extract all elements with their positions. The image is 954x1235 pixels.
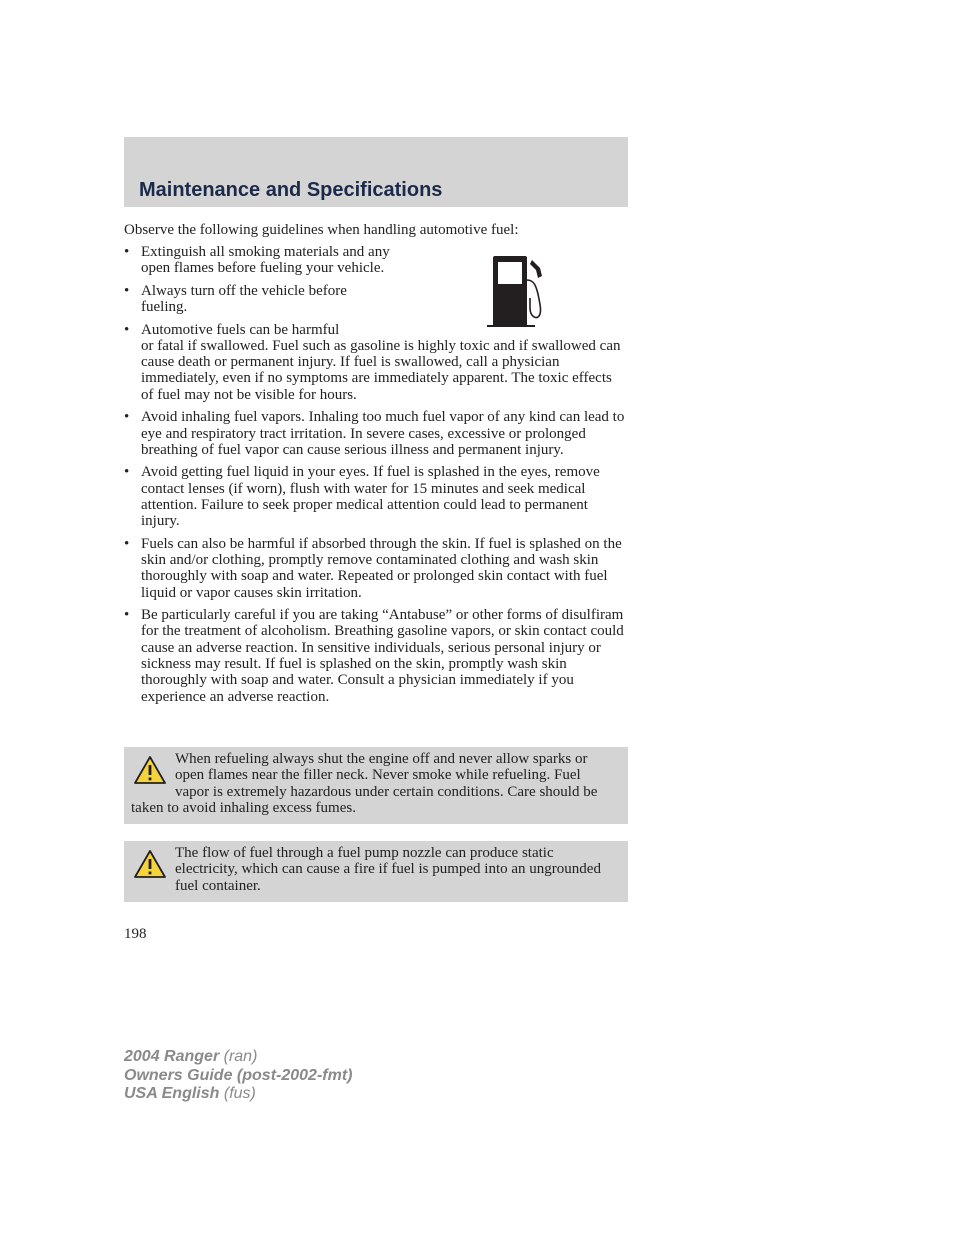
list-item: • Avoid inhaling fuel vapors. Inhaling too much fuel vapor of any kind can lead to eye and respiratory tract irritation. In severe cases, excessive or prolonged breathing of fuel vapor can cause serious illness and permanent injury. xyxy=(124,409,628,458)
document-footer: 2004 Ranger (ran) Owners Guide (post-2002-fmt) USA English (fus) xyxy=(124,1048,353,1102)
warning-box: The flow of fuel through a fuel pump nozzle can produce static electricity, which can cause a fire if fuel is pumped into an ungrounded fuel container. xyxy=(124,841,628,902)
section-title: Maintenance and Specifications xyxy=(139,179,443,201)
warning-triangle-icon xyxy=(133,755,167,785)
list-item: • Fuels can also be harmful if absorbed through the skin. If fuel is splashed on the skin and/or clothing, promptly remove contaminated clothing and wash skin thoroughly with soap and water. Repeated or prolonged skin contact with fuel liquid or vapor causes skin irritation. xyxy=(124,536,628,601)
page-number: 198 xyxy=(124,926,147,942)
fuel-pump-icon xyxy=(484,254,548,330)
intro-paragraph: Observe the following guidelines when handling automotive fuel: xyxy=(124,222,519,238)
list-item: • Automotive fuels can be harmful or fatal if swallowed. Fuel such as gasoline is highly toxic and if swallowed can cause death or permanent injury. If fuel is swallowed, call a physician immediately, even if no symptoms are immediately apparent. The toxic effects of fuel may not be visible for hours. xyxy=(124,322,628,403)
list-item: • Extinguish all smoking materials and any open flames before fueling your vehicle. xyxy=(124,244,396,277)
list-item: • Always turn off the vehicle before fueling. xyxy=(124,283,396,316)
warning-box: When refueling always shut the engine off and never allow sparks or open flames near the filler neck. Never smoke while refueling. Fuel vapor is extremely hazardous under certain conditions. Care should be taken to avoid inhaling excess fumes. xyxy=(124,747,628,824)
guideline-list xyxy=(124,244,628,711)
warning-triangle-icon xyxy=(133,849,167,879)
section-header xyxy=(124,137,628,207)
list-item: • Avoid getting fuel liquid in your eyes. If fuel is splashed in the eyes, remove contact lenses (if worn), flush with water for 15 minutes and seek medical attention. Failure to seek proper medical attention could lead to permanent injury. xyxy=(124,464,628,529)
list-item: • Be particularly careful if you are taking “Antabuse” or other forms of disulfiram for the treatment of alcoholism. Breathing gasoline vapors, or skin contact could cause an adverse reaction. In sensitive individuals, serious personal injury or sickness may result. If fuel is splashed on the skin, promptly wash skin thoroughly with soap and water. Consult a physician immediately if you experience an adverse reaction. xyxy=(124,607,628,705)
